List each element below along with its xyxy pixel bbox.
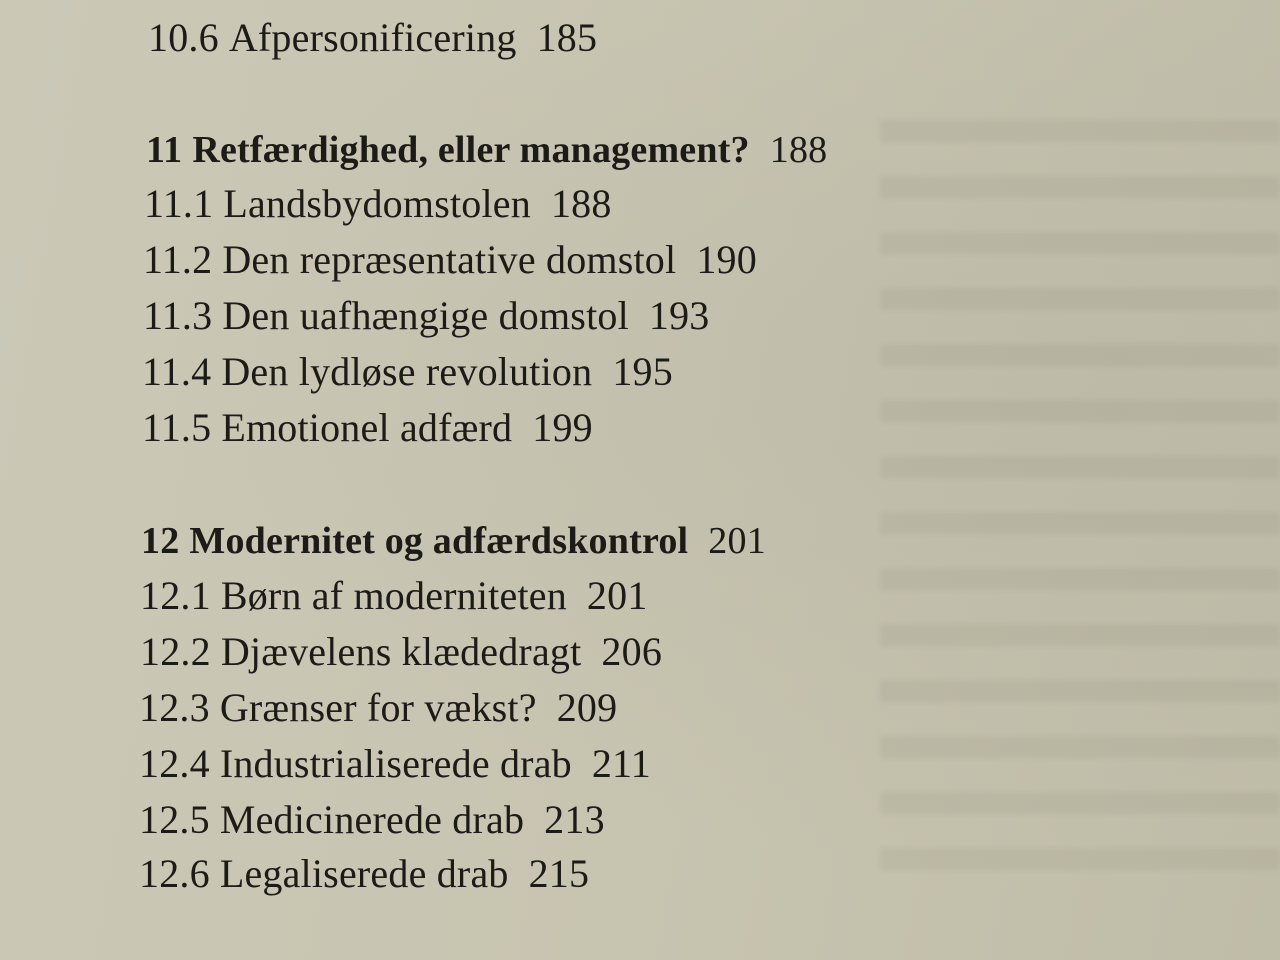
chapter-number: 12 bbox=[141, 520, 180, 562]
chapter-title: Retfærdighed, eller management? bbox=[192, 129, 750, 171]
chapter-page: 201 bbox=[708, 520, 766, 562]
entry-page: 193 bbox=[648, 293, 710, 338]
entry-number: 12.4 bbox=[139, 741, 210, 786]
entry-page: 201 bbox=[586, 573, 648, 618]
toc-entry-12-1 bbox=[140, 572, 648, 620]
entry-page: 206 bbox=[601, 629, 663, 674]
entry-number: 12.1 bbox=[140, 573, 211, 618]
entry-number: 11.4 bbox=[142, 349, 212, 394]
toc-entry-11-3 bbox=[143, 292, 710, 340]
entry-title: Emotionel adfærd bbox=[221, 405, 513, 450]
entry-number: 10.6 bbox=[148, 15, 219, 60]
chapter-title: Modernitet og adfærdskontrol bbox=[189, 520, 689, 562]
entry-title: Medicinerede drab bbox=[219, 797, 525, 842]
chapter-11-heading bbox=[146, 126, 827, 174]
toc-entry-12-2 bbox=[140, 628, 662, 676]
chapter-12-heading bbox=[141, 517, 766, 565]
entry-page: 199 bbox=[532, 405, 593, 450]
entry-page: 215 bbox=[528, 851, 590, 896]
toc-entry-11-5 bbox=[142, 404, 593, 452]
toc-entry-12-4 bbox=[139, 740, 651, 788]
entry-title: Landsbydomstolen bbox=[223, 181, 531, 226]
toc-entry-12-5 bbox=[139, 796, 605, 844]
entry-page: 185 bbox=[536, 15, 598, 60]
entry-number: 11.2 bbox=[143, 237, 213, 282]
entry-title: Børn af moderniteten bbox=[220, 573, 567, 618]
entry-title: Afpersonificering bbox=[228, 15, 517, 60]
entry-title: Den lydløse revolution bbox=[221, 349, 593, 394]
entry-page: 195 bbox=[612, 349, 673, 394]
entry-title: Grænser for vækst? bbox=[219, 685, 537, 730]
entry-number: 12.2 bbox=[140, 629, 211, 674]
entry-page: 209 bbox=[556, 685, 618, 730]
entry-page: 213 bbox=[544, 797, 605, 842]
entry-number: 11.5 bbox=[142, 405, 212, 450]
entry-page: 188 bbox=[550, 181, 612, 226]
toc-entry-11-1 bbox=[144, 180, 612, 228]
toc-entry-11-2 bbox=[143, 236, 757, 284]
entry-number: 11.3 bbox=[143, 293, 213, 338]
entry-title: Industrialiserede drab bbox=[219, 741, 572, 786]
entry-page: 190 bbox=[696, 237, 757, 282]
entry-number: 12.3 bbox=[139, 685, 210, 730]
entry-title: Den uafhængige domstol bbox=[222, 293, 629, 338]
toc-entry-11-4 bbox=[142, 348, 673, 396]
entry-number: 12.5 bbox=[139, 797, 210, 842]
chapter-number: 11 bbox=[146, 129, 183, 171]
page-show-through bbox=[880, 120, 1280, 900]
entry-title: Djævelens klædedragt bbox=[220, 629, 582, 674]
entry-title: Legaliserede drab bbox=[219, 851, 509, 896]
entry-title: Den repræsentative domstol bbox=[222, 237, 677, 282]
chapter-page: 188 bbox=[769, 129, 828, 171]
entry-number: 12.6 bbox=[139, 851, 210, 896]
entry-number: 11.1 bbox=[144, 181, 214, 226]
toc-entry-10-6 bbox=[148, 14, 597, 62]
toc-entry-12-3 bbox=[139, 684, 617, 732]
entry-page: 211 bbox=[591, 741, 651, 786]
toc-entry-12-6 bbox=[139, 850, 589, 898]
